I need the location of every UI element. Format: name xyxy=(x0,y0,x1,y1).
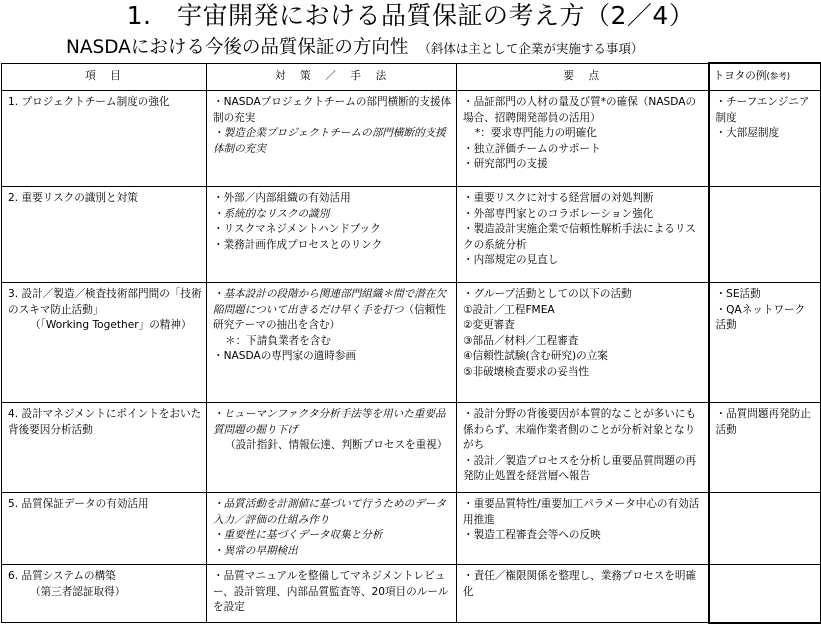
cell-measures xyxy=(207,187,457,283)
table-row xyxy=(2,403,821,493)
measure-line xyxy=(213,126,452,157)
cell-measures xyxy=(207,283,457,403)
item-label: 1. プロジェクトチーム制度の強化 xyxy=(8,96,170,108)
cell-points xyxy=(457,403,709,493)
quality-policy-table xyxy=(1,62,821,624)
measure-text: ・NASDAプロジェクトチームの部門横断的支援体制の充実 xyxy=(213,96,452,124)
header-toyota-ref: (参考) xyxy=(766,71,791,82)
measure-line xyxy=(213,407,452,438)
measure-text: ・異常の早期検出 xyxy=(213,544,298,557)
point-line: ・品証部門の人材の量及び質*の確保（NASDAの場合、招聘開発部員の活用） xyxy=(463,96,697,124)
item-label: 5. 品質保証データの有効活用 xyxy=(8,498,149,510)
measure-text: ・品質マニュアルを整備してマネジメントレビュー、設計管理、内部品質監査等、20項目のルールを設定 xyxy=(213,570,449,613)
table-row xyxy=(2,91,821,187)
measure-text: ・系統的なリスクの識別 xyxy=(213,207,330,220)
point-line: ・グループ活動としての以下の活動 xyxy=(463,288,632,300)
table-header-row xyxy=(2,63,821,91)
point-line: ⑤非破壊検査要求の妥当性 xyxy=(463,365,590,378)
cell-item xyxy=(2,565,207,623)
cell-item xyxy=(2,403,207,493)
toyota-example: ・大部屋制度 xyxy=(715,127,780,139)
page-title: 1. 宇宙開発における品質保証の考え方（2／4） xyxy=(126,1,695,30)
table-row xyxy=(2,493,821,565)
measure-text: ・基本設計の段階から関連部門組織＊間で潜在欠陥問題について出きるだけ早く手を打つ xyxy=(213,288,447,316)
cell-toyota xyxy=(709,493,821,565)
measure-text: ・業務計画作成プロセスとのリンク xyxy=(213,238,383,251)
measure-text: ・重要性に基づくデータ収集と分析 xyxy=(213,529,383,541)
point-line: ②変更審査 xyxy=(463,319,515,331)
cell-toyota xyxy=(709,187,821,283)
measure-text: ・NASDAの専門家の適時参画 xyxy=(213,350,357,362)
item-label: 6. 品質システムの構築 xyxy=(8,570,116,582)
cell-points xyxy=(457,91,709,187)
cell-item xyxy=(2,91,207,187)
item-sub-label: （「Working Together」の精神） xyxy=(30,319,192,331)
cell-points xyxy=(457,565,709,623)
measure-line xyxy=(213,191,452,207)
point-line: ・責任／権限関係を整理し、業務プロセスを明確化 xyxy=(463,570,697,598)
point-line: ・独立評価チームのサポート xyxy=(463,142,601,155)
toyota-example: ・品質問題再発防止活動 xyxy=(715,408,811,436)
measure-line xyxy=(213,334,452,350)
subtitle-text: NASDAにおける今後の品質保証の方向性 xyxy=(66,37,409,58)
point-line: ・製造工程審査会等への反映 xyxy=(463,529,601,541)
cell-toyota xyxy=(709,283,821,403)
measure-line xyxy=(213,544,452,560)
toyota-example: ・チーフエンジニア制度 xyxy=(715,96,810,124)
point-line: ・重要品質特性/重要加工パラメータ中心の有効活用推進 xyxy=(463,498,700,526)
cell-measures xyxy=(207,403,457,493)
measure-line xyxy=(213,238,452,254)
measure-line xyxy=(213,438,452,454)
measure-tail: （信頼性研究テーマの抽出を含む） xyxy=(213,303,446,331)
measure-text: ・ヒューマンファクタ分析手法等を用いた重要品質問題の掘り下げ xyxy=(213,408,446,436)
measure-line xyxy=(213,497,452,528)
toyota-example: ・SE活動 xyxy=(715,288,761,300)
measure-text: ・リスクマネジメントハンドブック xyxy=(213,223,381,235)
item-label: 3. 設計／製造／検査技術部門間の「技術のスキマ防止活動」 xyxy=(8,288,202,316)
cell-item xyxy=(2,283,207,403)
measure-line xyxy=(213,207,452,223)
item-sub-label: （第三者認証取得） xyxy=(30,585,126,598)
item-label: 4. 設計マネジメントにポイントをおいた背後要因分析活動 xyxy=(8,408,202,436)
point-line: ③部品／材料／工程審査 xyxy=(463,334,579,347)
measure-line xyxy=(213,222,452,238)
cell-toyota xyxy=(709,565,821,623)
point-line: *：要求専門能力の明確化 xyxy=(475,127,597,139)
point-line: ・外部専門家とのコラボレーション強化 xyxy=(463,207,654,220)
measure-line xyxy=(213,569,452,616)
header-toyota-label: トヨタの例 xyxy=(713,69,767,82)
cell-toyota xyxy=(709,91,821,187)
point-line: ・研究部門の支援 xyxy=(463,158,548,170)
subtitle-note: （斜体は主として企業が実施する事項） xyxy=(418,41,644,56)
header-toyota xyxy=(709,63,821,91)
cell-measures xyxy=(207,565,457,623)
point-line: ・重要リスクに対する経営層の対処判断 xyxy=(463,192,654,204)
measure-line xyxy=(213,95,452,126)
point-line: ・内部規定の見直し xyxy=(463,254,559,266)
toyota-example: ・QAネットワーク活動 xyxy=(715,303,806,331)
measure-text: ・製造企業プロジェクトチームの部門横断的支援体制の充実 xyxy=(213,127,446,155)
table-row xyxy=(2,283,821,403)
point-line: ・設計分野の背後要因が本質的なことが多いにも係わらず、末端作業者側のことが分析対象となりがち xyxy=(463,408,697,451)
cell-points xyxy=(457,493,709,565)
point-line: ・設計／製造プロセスを分析し重要品質問題の再発防止処置を経営層へ報告 xyxy=(463,454,697,482)
header-points: 要 点 xyxy=(457,63,709,91)
cell-toyota xyxy=(709,403,821,493)
measure-text: ＊：下請負業者を含む xyxy=(225,334,331,347)
measure-text: ・外部／内部組織の有効活用 xyxy=(213,192,351,204)
header-item: 項 目 xyxy=(2,63,207,91)
table-row xyxy=(2,187,821,283)
cell-item xyxy=(2,493,207,565)
cell-item xyxy=(2,187,207,283)
cell-measures xyxy=(207,493,457,565)
table-row xyxy=(2,565,821,623)
cell-measures xyxy=(207,91,457,187)
point-line: ・製造設計実施企業で信頼性解析手法によるリスクの系統分析 xyxy=(463,223,696,251)
item-label: 2. 重要リスクの識別と対策 xyxy=(8,192,138,204)
page-subtitle xyxy=(66,37,643,60)
header-measures: 対 策 ／ 手 法 xyxy=(207,63,457,91)
measure-line xyxy=(213,287,452,334)
point-line: ④信頼性試験(含む研究)の立案 xyxy=(463,350,608,362)
cell-points xyxy=(457,187,709,283)
measure-text: （設計指針、情報伝達、判断プロセスを重視） xyxy=(225,439,448,451)
table-body xyxy=(2,91,821,623)
measure-line xyxy=(213,349,452,365)
point-line: ①設計／工程FMEA xyxy=(463,303,555,316)
measure-text: ・品質活動を計測値に基づいて行うためのデータ入力／評価の仕組み作り xyxy=(213,498,447,526)
measure-line xyxy=(213,528,452,544)
cell-points xyxy=(457,283,709,403)
